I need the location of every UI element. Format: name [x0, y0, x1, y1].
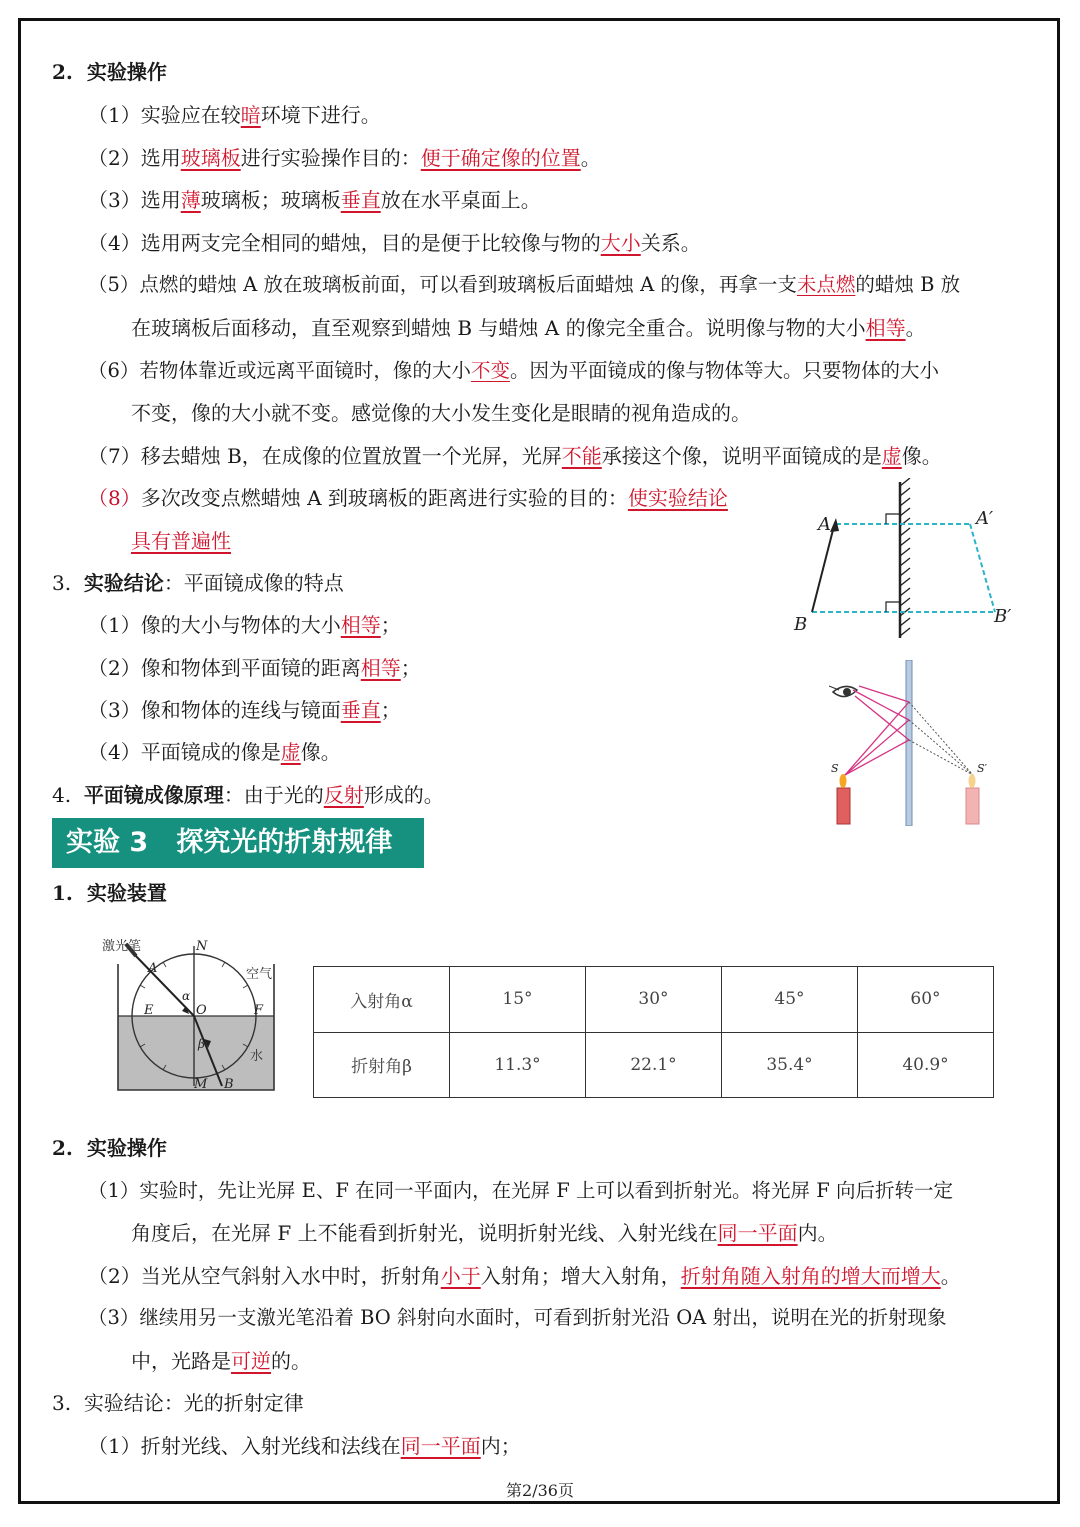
answer-blank: 垂直: [340, 698, 381, 722]
section-heading: 3. 实验结论：光的折射定律: [52, 1391, 304, 1415]
answer-blank: 折射角随入射角的增大而增大: [680, 1264, 941, 1288]
experiment-banner: 实验 3 探究光的折射规律: [52, 818, 424, 868]
point-label: B: [794, 614, 808, 635]
point-label: A: [148, 961, 158, 976]
table-cell: 11.3°: [450, 1032, 586, 1098]
answer-blank: 垂直: [340, 188, 381, 212]
table-row: [314, 967, 994, 1033]
page-number: 第2/36页: [506, 1481, 574, 1500]
table-cell: 15°: [450, 967, 586, 1033]
table-cell: 60°: [858, 967, 994, 1033]
list-item: （1）实验时，先让光屏 E、F 在同一平面内，在光屏 F 上可以看到折射光。将光屏 F 向后折转一定: [88, 1179, 953, 1202]
list-item-continuation: 不变，像的大小就不变。感觉像的大小发生变化是眼睛的视角造成的。: [131, 401, 751, 425]
answer-blank: 未点燃: [796, 273, 856, 296]
table-cell: 45°: [722, 967, 858, 1033]
table-cell: 30°: [586, 967, 722, 1033]
point-label: O: [196, 1003, 207, 1018]
answer-blank: 便于确定像的位置: [420, 146, 581, 170]
list-item-continuation: 中，光路是可逆的。: [131, 1349, 311, 1373]
point-label: A: [818, 514, 831, 535]
laser-label: 激光笔: [102, 939, 142, 954]
list-item: （1）实验应在较暗环境下进行。: [88, 103, 381, 127]
list-item: （5）点燃的蜡烛 A 放在玻璃板前面，可以看到玻璃板后面蜡烛 A 的像，再拿一支未点燃的蜡烛 B 放: [88, 273, 961, 296]
answer-blank: 反射: [323, 783, 364, 807]
list-item: （3）选用薄玻璃板；玻璃板垂直放在水平桌面上。: [88, 188, 541, 212]
point-label: M: [194, 1077, 208, 1092]
list-item: （6）若物体靠近或远离平面镜时，像的大小不变。因为平面镜成的像与物体等大。只要物体的大小: [88, 359, 939, 382]
list-item-continuation: [131, 526, 231, 556]
point-label: F: [254, 1003, 264, 1018]
answer-blank: 不变: [470, 359, 510, 382]
point-label: S′: [977, 762, 988, 775]
answer-blank: 薄: [180, 188, 201, 212]
answer-blank: 可逆: [231, 1349, 271, 1373]
answer-blank: 同一平面: [717, 1221, 798, 1245]
point-label: S: [831, 762, 839, 775]
list-item-continuation: 在玻璃板后面移动，直至观察到蜡烛 B 与蜡烛 A 的像完全重合。说明像与物的大小相等。: [131, 316, 926, 340]
section-heading: 3. 实验结论：平面镜成像的特点: [52, 571, 344, 595]
answer-blank: 小于: [440, 1264, 481, 1288]
list-item: （3）继续用另一支激光笔沿着 BO 斜射向水面时，可看到折射光沿 OA 射出，说明在光的折射现象: [88, 1306, 947, 1329]
list-item: （7）移去蜡烛 B，在成像的位置放置一个光屏，光屏不能承接这个像，说明平面镜成的是虚像。: [88, 444, 942, 468]
angle-label: α: [182, 989, 191, 1003]
answer-blank: 暗: [240, 103, 261, 127]
list-item: （2）像和物体到平面镜的距离相等；: [88, 656, 421, 680]
answer-blank: 同一平面: [400, 1434, 481, 1458]
point-label: N: [196, 939, 208, 954]
answer-blank: 不能: [561, 444, 602, 468]
table-cell: 40.9°: [858, 1032, 994, 1098]
refraction-data-table: [313, 966, 994, 1098]
point-label: B′: [994, 606, 1012, 627]
list-item: （2）选用玻璃板进行实验操作目的：便于确定像的位置。: [88, 146, 601, 170]
plane-mirror-diagram: [790, 478, 1030, 638]
table-cell: 折射角β: [314, 1032, 450, 1098]
table-row: [314, 1032, 994, 1098]
list-item: （8）多次改变点燃蜡烛 A 到玻璃板的距离进行实验的目的：使实验结论: [88, 486, 728, 510]
section-heading: 1. 实验装置: [52, 881, 167, 905]
list-item: （1）像的大小与物体的大小相等；: [88, 613, 401, 637]
list-item: （3）像和物体的连线与镜面垂直；: [88, 698, 401, 722]
point-label: E: [144, 1003, 154, 1018]
section-heading: 2. 实验操作: [52, 1136, 167, 1160]
section-heading: 2. 实验操作: [52, 60, 167, 84]
water-label: 水: [250, 1049, 264, 1064]
answer-blank: 大小: [600, 231, 641, 255]
list-item: （4）平面镜成的像是虚像。: [88, 740, 341, 764]
answer-blank: 玻璃板: [180, 146, 241, 170]
table-cell: 22.1°: [586, 1032, 722, 1098]
table-cell: 入射角α: [314, 967, 450, 1033]
list-item-continuation: 角度后，在光屏 F 上不能看到折射光，说明折射光线、入射光线在同一平面内。: [131, 1221, 838, 1245]
answer-blank: 使实验结论: [627, 486, 728, 510]
answer-blank: 具有普遍性: [131, 529, 231, 553]
section-heading: 4. 平面镜成像原理：由于光的反射形成的。: [52, 783, 444, 807]
answer-blank: 相等: [360, 656, 401, 680]
refraction-apparatus-diagram: [96, 934, 286, 1100]
answer-blank: 虚: [280, 740, 301, 764]
point-label: A′: [976, 508, 994, 529]
air-label: 空气: [246, 967, 273, 982]
candle-mirror-diagram: [825, 660, 1000, 826]
list-item: （1）折射光线、入射光线和法线在同一平面内；: [88, 1434, 521, 1458]
answer-blank: 相等: [340, 613, 381, 637]
answer-blank: 虚: [881, 444, 902, 468]
angle-label: β: [198, 1037, 205, 1051]
point-label: B: [224, 1077, 234, 1092]
list-item: （2）当光从空气斜射入水中时，折射角小于入射角；增大入射角，折射角随入射角的增大而增大。: [88, 1264, 961, 1288]
table-cell: 35.4°: [722, 1032, 858, 1098]
list-item: （4）选用两支完全相同的蜡烛，目的是便于比较像与物的大小关系。: [88, 231, 701, 255]
answer-blank: 相等: [865, 316, 906, 340]
